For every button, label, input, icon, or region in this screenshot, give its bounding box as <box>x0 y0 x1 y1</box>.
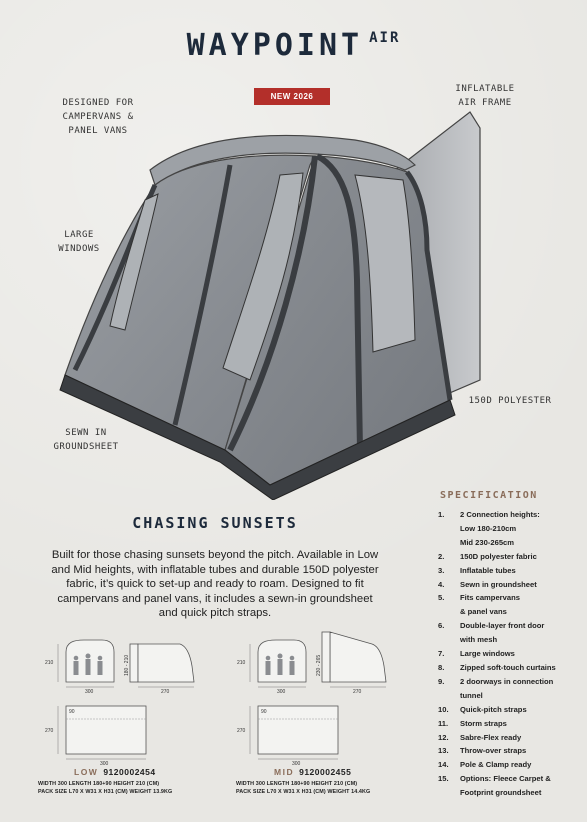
callout-polyester: 150D POLYESTER <box>468 396 552 406</box>
brand-suffix: AIR <box>369 30 401 46</box>
headline: CHASING SUNSETS <box>132 514 298 532</box>
spec-item: 9. 2 doorways in connection tunnel <box>438 676 554 700</box>
mid-side-height: 230 - 265 <box>316 654 322 676</box>
spec-item: 5. Fits campervans & panel vans <box>438 593 520 617</box>
low-plan-inner: 90 <box>69 709 75 715</box>
spec-item: 15. Options: Fleece Carpet & Footprint groundsheet <box>438 774 551 798</box>
low-plan-width: 300 <box>100 761 109 766</box>
callout-groundsheet: SEWN IN GROUNDSHEET <box>53 428 119 452</box>
specification-title: SPECIFICATION <box>440 490 538 501</box>
low-floor-plan <box>45 706 146 766</box>
mid-plan-depth: 270 <box>237 728 246 734</box>
tent-illustration <box>55 90 515 500</box>
brand-logo <box>0 28 587 63</box>
low-front-height: 210 <box>45 660 54 666</box>
spec-item: 4. Sewn in groundsheet <box>438 579 537 589</box>
new-badge: NEW 2026 <box>254 88 330 105</box>
mid-floor-plan <box>237 706 338 766</box>
low-model-code: 9120002454 <box>103 767 156 777</box>
spec-item: 13. Throw-over straps <box>438 746 527 756</box>
spec-item: 2. 150D polyester fabric <box>438 551 537 561</box>
mid-plan-inner: 90 <box>261 709 267 715</box>
intro-text: Built for those chasing sunsets beyond the pitch. Available in Low and Mid heights, with inflatable tubes and durable 150D polyester fabric, it’s quick to set-up and ready to roam. Designed to fit campervans and panel vans, it includes a sewn-in groundsheet and quick pitch straps. <box>51 549 379 619</box>
spec-item: 10. Quick-pitch straps <box>438 704 527 714</box>
mid-model-code: 9120002455 <box>299 767 352 777</box>
low-front-view <box>45 640 114 695</box>
low-plan-depth: 270 <box>45 728 54 734</box>
spec-item: 11. Storm straps <box>438 718 507 728</box>
mid-side-view <box>316 632 386 695</box>
spec-item: 12. Sabre-Flex ready <box>438 732 522 742</box>
mid-dimensions: WIDTH 300 LENGTH 180+90 HEIGHT 210 (CM) PACK SIZE L70 X W31 X H31 (CM) WEIGHT 14.4KG <box>236 781 371 795</box>
low-side-view <box>124 644 194 695</box>
mid-plan-width: 300 <box>292 761 301 766</box>
low-diagrams <box>44 636 234 766</box>
mid-model-label <box>274 767 351 777</box>
low-side-height: 180 - 210 <box>124 654 130 676</box>
spec-item: 14. Pole & Clamp ready <box>438 760 532 770</box>
specification-list <box>438 508 583 800</box>
spec-item: 7. Large windows <box>438 649 515 659</box>
callout-campervans: DESIGNED FOR CAMPERVANS & PANEL VANS <box>62 98 134 136</box>
spec-item: 8. Zipped soft-touch curtains <box>438 662 556 672</box>
spec-item: 3. Inflatable tubes <box>438 565 516 575</box>
mid-side-depth: 270 <box>353 689 362 695</box>
mid-diagrams <box>236 630 426 766</box>
low-model-label <box>74 767 156 777</box>
low-dimensions: WIDTH 300 LENGTH 180+90 HEIGHT 210 (CM) PACK SIZE L70 X W31 X H31 (CM) WEIGHT 13.9KG <box>38 781 173 795</box>
callout-air-frame: INFLATABLE AIR FRAME <box>455 84 515 108</box>
spec-item: 1. 2 Connection heights: Low 180-210cm Mid 230-265cm <box>438 510 540 547</box>
low-model-name: LOW <box>74 767 99 777</box>
mid-front-width: 300 <box>277 689 286 695</box>
brand-name: WAYPOINT <box>186 28 364 63</box>
mid-front-height: 210 <box>237 660 246 666</box>
low-front-width: 300 <box>85 689 94 695</box>
low-side-depth: 270 <box>161 689 170 695</box>
mid-model-name: MID <box>274 767 295 777</box>
spec-item: 6. Double-layer front door with mesh <box>438 621 545 645</box>
mid-front-view <box>237 640 306 695</box>
callout-windows: LARGE WINDOWS <box>58 230 100 254</box>
